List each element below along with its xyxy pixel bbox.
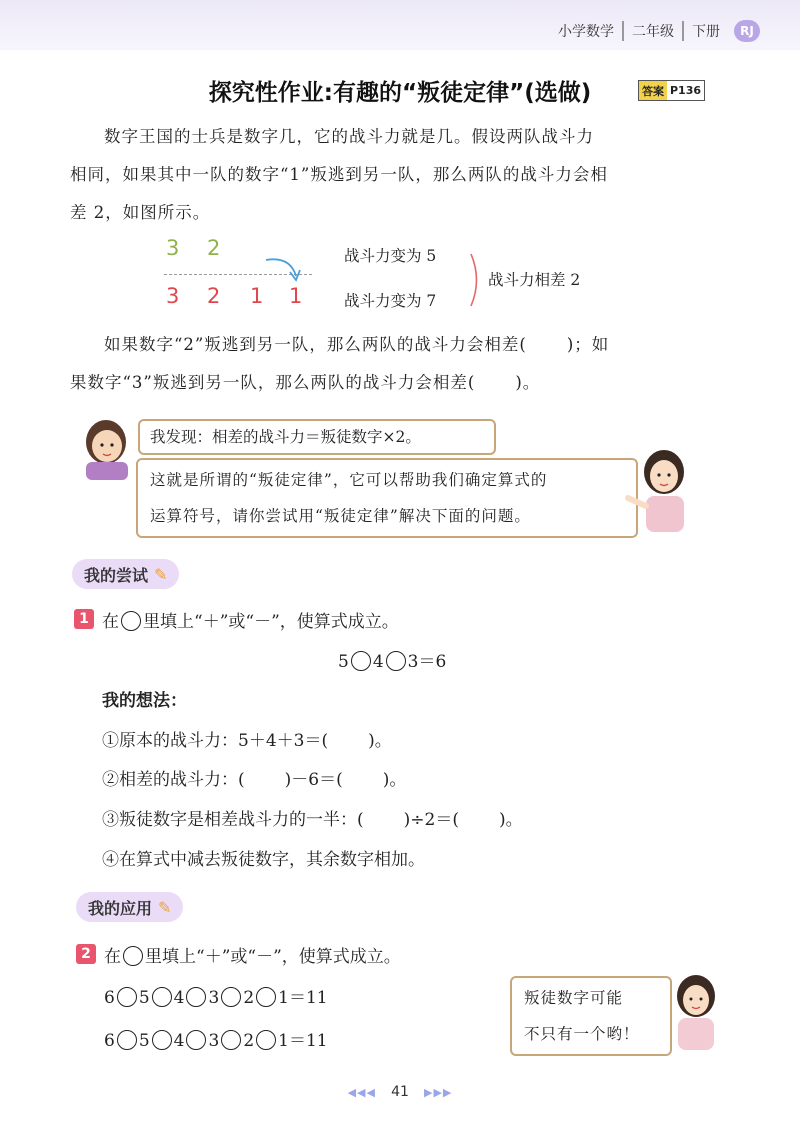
question-1-end: )；如 xyxy=(566,335,610,354)
thought-step-2 xyxy=(102,765,406,790)
intro-line-2: 相同，如果其中一队的数字“1”叛逃到另一队，那么两队的战斗力会相 xyxy=(70,165,608,184)
problem-1-equation xyxy=(338,647,446,672)
step-3-mid: )÷2＝( xyxy=(403,810,459,830)
answer-tag xyxy=(638,80,705,101)
eq2b-num: 6 xyxy=(104,1031,115,1051)
step-1-end: )。 xyxy=(368,731,392,751)
pencil-icon: ✎ xyxy=(158,897,172,917)
page-footer xyxy=(0,1081,800,1100)
teacher-illustration xyxy=(622,446,702,534)
explanation-bubble xyxy=(136,458,638,538)
hint-line-2: 不只有一个哟！ xyxy=(524,1025,640,1043)
next-arrows-icon: ▶▶▶ xyxy=(424,1086,453,1099)
eq2b-result: 1＝11 xyxy=(278,1031,328,1051)
operator-circle-sample xyxy=(121,611,141,631)
eq2a-num: 6 xyxy=(104,988,115,1008)
hint-line-1: 叛徒数字可能 xyxy=(524,989,624,1007)
power-difference: 战斗力相差 2 xyxy=(488,271,581,289)
subject-label: 小学数学 xyxy=(558,24,614,40)
section-try-label: 我的尝试 xyxy=(84,565,149,585)
page-number: 41 xyxy=(391,1084,409,1100)
operator-slot[interactable] xyxy=(256,1030,276,1050)
eq2b-num: 2 xyxy=(243,1031,255,1051)
intro-line-3: 差 2，如图所示。 xyxy=(70,203,211,222)
explanation-line-2: 运算符号，请你尝试用“叛徒定律”解决下面的问题。 xyxy=(150,507,531,525)
operator-slot[interactable] xyxy=(221,1030,241,1050)
step-2-text: ②相差的战斗力：( xyxy=(102,770,245,790)
page-title: 探究性作业:有趣的“叛徒定律”(选做) xyxy=(208,80,592,106)
top-power: 战斗力变为 5 xyxy=(344,247,437,265)
step-2-end: )。 xyxy=(382,770,407,790)
thought-step-4: ④在算式中减去叛徒数字，其余数字相加。 xyxy=(102,850,425,870)
operator-slot[interactable] xyxy=(117,987,137,1007)
operator-slot[interactable] xyxy=(152,1030,172,1050)
section-apply-label: 我的应用 xyxy=(88,898,153,918)
problem-2-badge: 2 xyxy=(76,944,96,964)
discovery-bubble xyxy=(138,419,496,455)
question-1-text: 如果数字“2”叛逃到另一队，那么两队的战斗力会相差( xyxy=(104,335,527,354)
operator-slot[interactable] xyxy=(117,1030,137,1050)
eq1-num-1: 5 xyxy=(338,652,349,672)
problem-2-instruction xyxy=(104,942,401,967)
step-2-mid: )－6＝( xyxy=(284,770,343,790)
hint-bubble xyxy=(510,976,672,1056)
pencil-icon: ✎ xyxy=(154,564,168,584)
eq2a-result: 1＝11 xyxy=(278,988,328,1008)
explanation-line-1: 这就是所谓的“叛徒定律”，它可以帮助我们确定算式的 xyxy=(150,471,548,489)
top-digit-3: 3 xyxy=(166,236,180,260)
grade-label: 二年级 xyxy=(622,21,682,41)
answer-label: 答案 xyxy=(639,81,667,100)
problem-1-instruction-end: 里填上“＋”或“－”，使算式成立。 xyxy=(143,612,399,632)
edition-badge: RJ xyxy=(734,20,760,42)
thoughts-heading: 我的想法： xyxy=(102,691,187,711)
step-1-text: ①原本的战斗力：5＋4＋3＝( xyxy=(102,731,329,751)
eq2a-num: 4 xyxy=(173,988,185,1008)
operator-slot[interactable] xyxy=(152,987,172,1007)
problem-2-equation-2 xyxy=(104,1026,328,1051)
eq1-num-3: 3＝6 xyxy=(407,652,447,672)
intro-line-1: 数字王国的士兵是数字几，它的战斗力就是几。假设两队战斗力 xyxy=(104,127,594,146)
operator-slot[interactable] xyxy=(256,987,276,1007)
problem-1-badge: 1 xyxy=(74,609,94,629)
bottom-digit-3: 3 xyxy=(166,284,180,308)
eq2a-num: 5 xyxy=(138,988,150,1008)
problem-1-instruction xyxy=(102,607,399,632)
operator-slot[interactable] xyxy=(186,1030,206,1050)
volume-label: 下册 xyxy=(682,21,728,41)
bottom-digit-1a: 1 xyxy=(250,284,264,308)
eq2b-num: 4 xyxy=(173,1031,185,1051)
question-2-end: )。 xyxy=(515,373,541,392)
defect-arrow-icon xyxy=(262,254,310,288)
eq2b-num: 5 xyxy=(138,1031,150,1051)
section-try-tag xyxy=(72,559,179,589)
girl-illustration xyxy=(664,972,728,1052)
operator-circle-sample xyxy=(123,946,143,966)
operator-slot[interactable] xyxy=(351,651,371,671)
eq2b-num: 3 xyxy=(208,1031,220,1051)
question-line-1 xyxy=(104,326,609,363)
eq2a-num: 2 xyxy=(243,988,255,1008)
problem-2-instruction-start: 在 xyxy=(104,947,121,967)
operator-slot[interactable] xyxy=(386,651,406,671)
step-3-text: ③叛徒数字是相差战斗力的一半：( xyxy=(102,810,364,830)
thought-step-1 xyxy=(102,726,392,751)
bottom-digit-1b: 1 xyxy=(289,284,303,308)
prev-arrows-icon: ◀◀◀ xyxy=(347,1086,376,1099)
step-3-end: )。 xyxy=(498,810,523,830)
discovery-text: 我发现：相差的战斗力＝叛徒数字×2。 xyxy=(150,428,421,446)
question-2-text: 果数字“3”叛逃到另一队，那么两队的战斗力会相差( xyxy=(70,373,476,392)
eq2a-num: 3 xyxy=(208,988,220,1008)
top-digit-2: 2 xyxy=(207,236,221,260)
answer-page: P136 xyxy=(667,81,704,100)
operator-slot[interactable] xyxy=(186,987,206,1007)
problem-1-instruction-start: 在 xyxy=(102,612,119,632)
brace-icon xyxy=(468,252,484,308)
bottom-power: 战斗力变为 7 xyxy=(344,292,437,310)
problem-2-instruction-end: 里填上“＋”或“－”，使算式成立。 xyxy=(145,947,401,967)
boy-illustration xyxy=(72,412,142,482)
problem-2-equation-1 xyxy=(104,983,328,1008)
section-apply-tag xyxy=(76,892,183,922)
eq1-num-2: 4 xyxy=(372,652,384,672)
operator-slot[interactable] xyxy=(221,987,241,1007)
book-header xyxy=(550,18,760,44)
bottom-digit-2: 2 xyxy=(207,284,221,308)
thought-step-3 xyxy=(102,805,523,830)
question-line-2 xyxy=(70,364,540,401)
